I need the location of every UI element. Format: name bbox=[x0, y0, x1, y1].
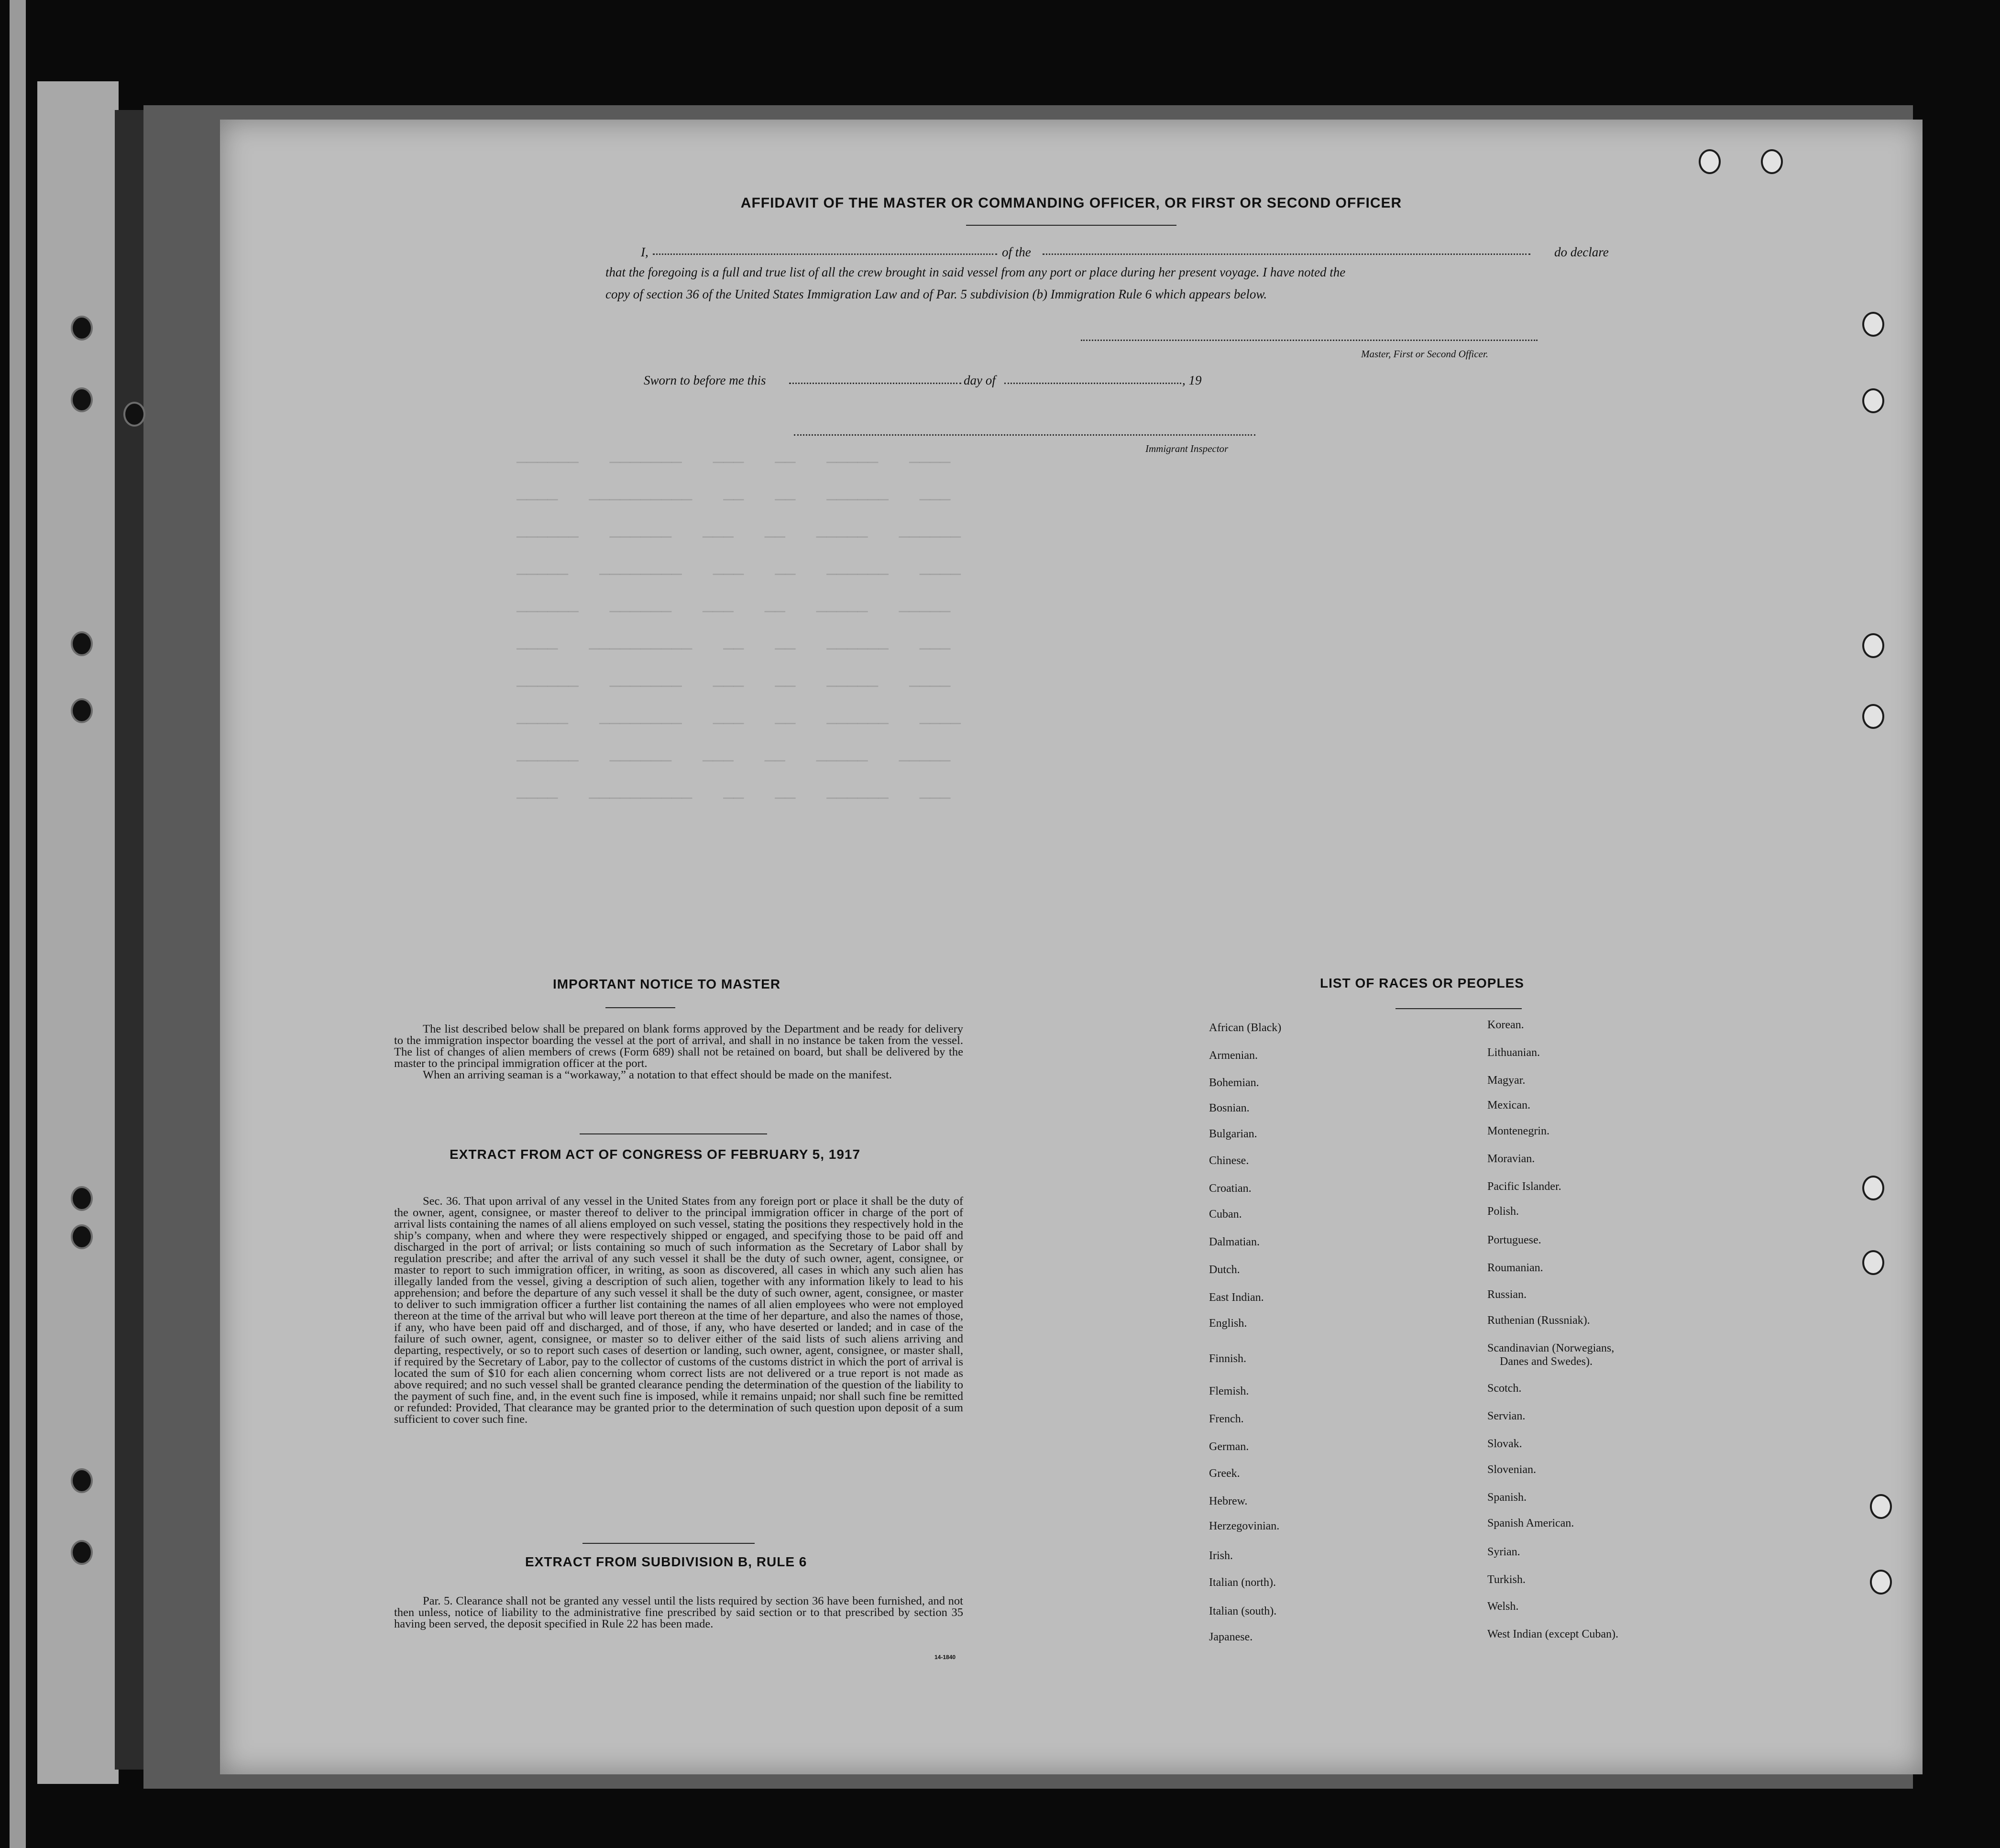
binder-hole bbox=[71, 698, 93, 723]
form-number: 14-1840 bbox=[934, 1654, 956, 1661]
affidavit-line1-i: I, bbox=[641, 245, 648, 259]
race-left-item: Bulgarian. bbox=[1209, 1128, 1257, 1140]
race-left-item: Dutch. bbox=[1209, 1264, 1240, 1276]
punch-hole bbox=[1862, 704, 1884, 729]
punch-hole bbox=[1761, 149, 1783, 174]
punch-hole bbox=[1862, 388, 1884, 413]
extract-act-separator-rule bbox=[582, 1543, 755, 1544]
race-left-item: Greek. bbox=[1209, 1467, 1240, 1480]
race-right-item: Pacific Islander. bbox=[1487, 1180, 1561, 1193]
punch-hole bbox=[1870, 1494, 1892, 1519]
race-right-item: Korean. bbox=[1487, 1019, 1524, 1031]
race-right-item: Portuguese. bbox=[1487, 1234, 1541, 1246]
race-left-item: Irish. bbox=[1209, 1550, 1233, 1562]
punch-hole bbox=[1870, 1570, 1892, 1595]
race-right-item: Syrian. bbox=[1487, 1546, 1520, 1558]
punch-hole bbox=[1862, 1250, 1884, 1275]
master-signature-label: Master, First or Second Officer. bbox=[1361, 348, 1488, 360]
race-right-item: Montenegrin. bbox=[1487, 1125, 1549, 1137]
affidavit-vessel-blank bbox=[1043, 253, 1530, 255]
binder-edge-left bbox=[10, 0, 26, 1848]
affidavit-line2: that the foregoing is a full and true list of all the crew brought in said vessel from any port or place during her present voyage. I have noted the bbox=[605, 265, 1346, 279]
binder-hole bbox=[123, 402, 145, 427]
notice-body bbox=[394, 1023, 963, 1081]
race-right-item: Scotch. bbox=[1487, 1382, 1522, 1395]
race-right-item: Polish. bbox=[1487, 1205, 1519, 1218]
affidavit-title: AFFIDAVIT OF THE MASTER OR COMMANDING OFFICER, OR FIRST OR SECOND OFFICER bbox=[740, 195, 1402, 211]
extract-act-text: Sec. 36. That upon arrival of any vessel in the United States from any foreign port or place it shall be the duty of the owner, agent, consignee, or master thereof to deliver to the principal immigration officer in charge of the port of arrival lists containing the names of all aliens employed on such vessel, stating the positions they respectively hold in the ship’s company, when and where they were respectively shipped or engaged, and specifying those to be paid off and discharged in the port of arrival; or lists containing so much of such information as the Secretary of Labor shall by regulation prescribe; and after the arrival of any such vessel it shall be the duty of such owner, agent, consignee, or master to report to such immigration officer, in writing, as soon as discovered, all cases in which any such alien has illegally landed from the vessel, giving a description of such alien, together with any information likely to lead to his apprehension; and before the departure of any such vessel it shall be the duty of such owner, agent, consignee, or master to deliver to such immigration officer a further list containing the names of all alien employees who were not employed thereon at the time of the arrival but who will leave port thereon at the time of her departure, and also the names of those, if any, who have been paid off and discharged, and of those, if any, who have deserted or landed; and in case of the failure of such owner, agent, consignee, or master so to deliver either of the said lists of such aliens arriving and departing, respectively, or so to report such cases of desertion or landing, such owner, agent, consignee, or master shall, if required by the Secretary of Labor, pay to the collector of customs of the customs district in which the port of arrival is located the sum of $10 for each alien concerning whom correct lists are not delivered or a true report is not made as above required; and no such vessel shall be granted clearance pending the determination of the question of the liability to the payment of such fine, and, in the event such fine is imposed, while it remains unpaid; nor shall such fine be remitted or refunded: Provided, That clearance may be granted prior to the determination of such question upon deposit of a sum sufficient to cover such fine. bbox=[394, 1195, 963, 1426]
race-left-item: Japanese. bbox=[1209, 1631, 1253, 1643]
race-left-item: East Indian. bbox=[1209, 1291, 1264, 1304]
race-left-item: German. bbox=[1209, 1441, 1249, 1453]
sworn-prefix: Sworn to before me this bbox=[644, 373, 766, 387]
race-left-item: African (Black) bbox=[1209, 1022, 1282, 1034]
race-left-item: Cuban. bbox=[1209, 1208, 1242, 1221]
race-right-item: Turkish. bbox=[1487, 1573, 1526, 1586]
sworn-month-blank bbox=[1004, 383, 1181, 384]
extract-act-title: EXTRACT FROM ACT OF CONGRESS OF FEBRUARY 5, 1917 bbox=[450, 1147, 861, 1162]
race-left-item: French. bbox=[1209, 1413, 1244, 1425]
race-right-item: Slovenian. bbox=[1487, 1463, 1536, 1476]
binder-hole bbox=[71, 387, 93, 412]
extract-rule-text: Par. 5. Clearance shall not be granted any vessel until the lists required by section 36 have been furnished, and not then unless, notice of liability to the administrative fine prescribed by said section or to that prescribed by section 35 having been served, the deposit specified in Rule 22 has been made. bbox=[394, 1595, 963, 1630]
race-right-item: Welsh. bbox=[1487, 1600, 1519, 1613]
race-left-item: Dalmatian. bbox=[1209, 1236, 1260, 1248]
binder-hole bbox=[71, 1468, 93, 1493]
notice-paragraph-2: When an arriving seaman is a “workaway,” a notation to that effect should be made on the manifest. bbox=[423, 1068, 892, 1081]
master-signature-line bbox=[1081, 340, 1538, 341]
extract-rule-title: EXTRACT FROM SUBDIVISION B, RULE 6 bbox=[525, 1554, 807, 1569]
affidavit-title-rule bbox=[966, 225, 1176, 226]
extract-rule-body bbox=[394, 1595, 963, 1630]
inspector-label: Immigrant Inspector bbox=[1145, 443, 1229, 454]
binder-hole bbox=[71, 1186, 93, 1211]
race-right-item: Spanish American. bbox=[1487, 1517, 1574, 1529]
race-left-item: Chinese. bbox=[1209, 1155, 1249, 1167]
affidavit-line1-declare: do declare bbox=[1554, 245, 1609, 259]
race-right-item: Servian. bbox=[1487, 1410, 1526, 1422]
race-left-item: Hebrew. bbox=[1209, 1495, 1248, 1507]
race-right-item: Magyar. bbox=[1487, 1074, 1526, 1087]
race-left-item: Italian (north). bbox=[1209, 1576, 1276, 1589]
race-right-item: Spanish. bbox=[1487, 1491, 1527, 1504]
race-left-item: Herzegovinian. bbox=[1209, 1520, 1280, 1532]
race-right-item: Roumanian. bbox=[1487, 1262, 1543, 1274]
notice-paragraph-1: The list described below shall be prepared on blank forms approved by the Department and be ready for delivery to the immigration inspector boarding the vessel at the port of arrival, and shall in no instance be taken from the vessel. The list of changes of alien members of crews (Form 689) shall not be retained on board, but shall be delivered by the master to the principal immigration officer at the port. bbox=[394, 1023, 963, 1070]
sworn-date-blank bbox=[789, 383, 961, 384]
race-left-item: Armenian. bbox=[1209, 1049, 1258, 1062]
affidavit-line3: copy of section 36 of the United States Immigration Law and of Par. 5 subdivision (b) Immigration Rule 6 which appears below. bbox=[605, 287, 1267, 301]
punch-hole bbox=[1862, 633, 1884, 658]
race-right-item: Moravian. bbox=[1487, 1153, 1535, 1165]
notice-separator-rule bbox=[580, 1133, 767, 1134]
binder-hole bbox=[71, 1540, 93, 1565]
race-right-item: West Indian (except Cuban). bbox=[1487, 1628, 1618, 1640]
race-left-item: Croatian. bbox=[1209, 1182, 1252, 1195]
race-right-item: Mexican. bbox=[1487, 1099, 1530, 1111]
document-page bbox=[220, 120, 1923, 1774]
binder-hole bbox=[71, 316, 93, 341]
punch-hole bbox=[1862, 312, 1884, 337]
race-left-item: Flemish. bbox=[1209, 1385, 1249, 1397]
race-right-item: Russian. bbox=[1487, 1288, 1527, 1301]
races-title: LIST OF RACES OR PEOPLES bbox=[1320, 976, 1524, 990]
binder-hole bbox=[71, 1224, 93, 1249]
sworn-day-of: day of bbox=[964, 373, 996, 387]
race-right-item: Ruthenian (Russniak). bbox=[1487, 1314, 1590, 1327]
punch-hole bbox=[1862, 1176, 1884, 1200]
inspector-signature-line bbox=[794, 434, 1255, 436]
race-right-item: Danes and Swedes). bbox=[1500, 1355, 1593, 1368]
notice-title-rule bbox=[605, 1007, 675, 1008]
race-right-item: Lithuanian. bbox=[1487, 1046, 1540, 1059]
punch-hole bbox=[1699, 149, 1721, 174]
race-right-item: Scandinavian (Norwegians, bbox=[1487, 1342, 1615, 1354]
race-left-item: English. bbox=[1209, 1317, 1247, 1330]
race-left-item: Bohemian. bbox=[1209, 1077, 1259, 1089]
race-left-item: Bosnian. bbox=[1209, 1102, 1250, 1114]
race-left-item: Italian (south). bbox=[1209, 1605, 1277, 1617]
notice-title: IMPORTANT NOTICE TO MASTER bbox=[553, 977, 781, 991]
binder-hole bbox=[71, 631, 93, 656]
race-left-item: Finnish. bbox=[1209, 1353, 1247, 1365]
races-title-rule bbox=[1396, 1008, 1522, 1009]
race-right-item: Slovak. bbox=[1487, 1438, 1522, 1450]
show-through-texture: ────── ─────── ─── ── ───── ──── ──── ────────── ── ── ────── ─── ────── ────── ─── ── ───── ────── ───── ──────── ─── ── ────── ──── ────── ────── ─── ── ───── ───── ──── ────────── ── ── ────── ─── ────── ─────── ─── ── ───── ──── ───── ──────── ─── ── ────── ──── ────── ────── ─── ── ───── ───── ──── ────────── ── ── ────── ─── bbox=[516, 453, 961, 809]
extract-act-body bbox=[394, 1196, 963, 1425]
affidavit-name-blank bbox=[653, 253, 997, 255]
sworn-year: , 19 bbox=[1182, 373, 1202, 387]
affidavit-line1-of-the: of the bbox=[1002, 245, 1031, 259]
